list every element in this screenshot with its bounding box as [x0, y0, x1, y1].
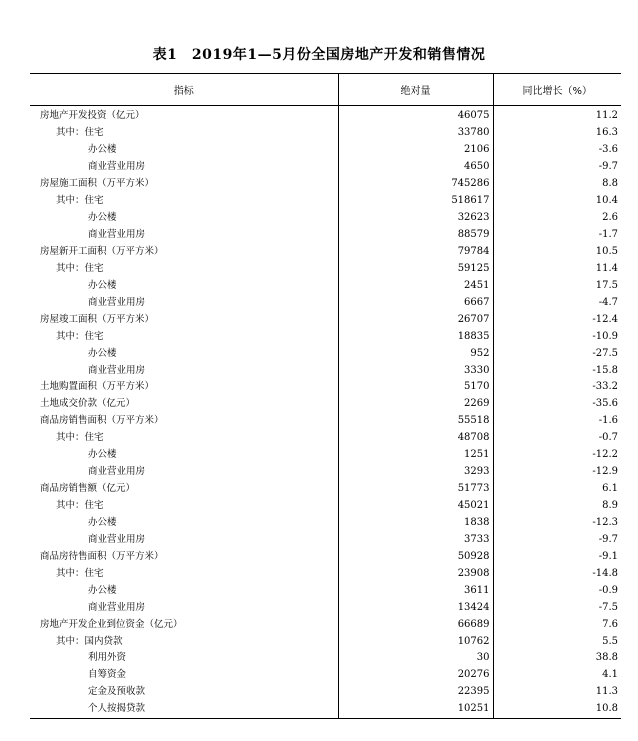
table-row	[30, 548, 621, 565]
row-absolute-value: 10762	[338, 633, 493, 650]
row-absolute-value: 18835	[338, 328, 493, 345]
table-row	[30, 176, 621, 193]
row-label: 商业营业用房	[88, 601, 146, 613]
table-row	[30, 142, 621, 159]
row-label: 自筹资金	[88, 669, 127, 681]
row-growth-value: 11.4	[493, 260, 621, 277]
row-growth-value: 16.3	[493, 125, 621, 142]
row-absolute-value: 51773	[338, 481, 493, 498]
row-absolute-value: 4650	[338, 159, 493, 176]
table-row	[30, 362, 621, 379]
table-row	[30, 106, 621, 125]
row-absolute-value: 1838	[338, 515, 493, 532]
row-label: 商业营业用房	[88, 364, 146, 376]
row-label: 土地成交价款（亿元）	[40, 398, 136, 410]
row-growth-value: -3.6	[493, 142, 621, 159]
row-label: 办公楼	[88, 584, 117, 596]
table-row	[30, 125, 621, 142]
table-row	[30, 328, 621, 345]
table-body	[30, 106, 621, 719]
row-absolute-value: 30	[338, 650, 493, 667]
row-absolute-value: 1251	[338, 447, 493, 464]
row-label: 土地购置面积（万平方米）	[40, 381, 155, 393]
row-growth-value: 7.6	[493, 616, 621, 633]
row-growth-value: 10.5	[493, 244, 621, 261]
row-growth-value: -0.9	[493, 582, 621, 599]
row-absolute-value: 745286	[338, 176, 493, 193]
table-row	[30, 599, 621, 616]
row-growth-value: 4.1	[493, 667, 621, 684]
row-label: 房地产开发企业到位资金（亿元）	[40, 618, 183, 630]
row-label: 商业营业用房	[88, 466, 146, 478]
row-absolute-value: 32623	[338, 210, 493, 227]
table-row	[30, 633, 621, 650]
table-row	[30, 515, 621, 532]
row-label: 房地产开发投资（亿元）	[40, 110, 145, 122]
row-growth-value: 11.2	[493, 106, 621, 125]
row-label: 房屋竣工面积（万平方米）	[40, 313, 155, 325]
row-absolute-value: 3733	[338, 531, 493, 548]
table-row	[30, 616, 621, 633]
table-header-row	[30, 74, 621, 106]
row-growth-value: 10.4	[493, 193, 621, 210]
table-row	[30, 244, 621, 261]
table-row	[30, 701, 621, 718]
row-label: 其中：住宅	[56, 567, 104, 579]
row-absolute-value: 10251	[338, 701, 493, 718]
table-row	[30, 379, 621, 396]
row-label: 办公楼	[88, 144, 117, 156]
table-row	[30, 311, 621, 328]
header-indicator: 指标	[30, 74, 338, 106]
row-growth-value: -27.5	[493, 345, 621, 362]
row-absolute-value: 518617	[338, 193, 493, 210]
row-growth-value: -9.7	[493, 531, 621, 548]
table-row	[30, 260, 621, 277]
table-row	[30, 227, 621, 244]
row-label: 其中：住宅	[56, 195, 104, 207]
row-absolute-value: 2269	[338, 396, 493, 413]
table-title: 表1 2019年1—5月份全国房地产开发和销售情况	[152, 47, 486, 63]
row-label: 办公楼	[88, 279, 117, 291]
row-absolute-value: 88579	[338, 227, 493, 244]
row-growth-value: -12.4	[493, 311, 621, 328]
row-absolute-value: 6667	[338, 294, 493, 311]
row-label: 商品房待售面积（万平方米）	[40, 550, 164, 562]
row-absolute-value: 22395	[338, 684, 493, 701]
row-label: 其中：住宅	[56, 500, 104, 512]
row-label: 商品房销售额（亿元）	[40, 483, 136, 495]
table-row	[30, 498, 621, 515]
row-absolute-value: 33780	[338, 125, 493, 142]
row-absolute-value: 3611	[338, 582, 493, 599]
row-label: 商品房销售面积（万平方米）	[40, 415, 164, 427]
row-absolute-value: 2451	[338, 277, 493, 294]
header-growth: 同比增长（%）	[493, 74, 621, 106]
row-label: 办公楼	[88, 516, 117, 528]
row-absolute-value: 952	[338, 345, 493, 362]
row-growth-value: -33.2	[493, 379, 621, 396]
row-growth-value: 38.8	[493, 650, 621, 667]
row-label: 办公楼	[88, 212, 117, 224]
row-growth-value: -14.8	[493, 565, 621, 582]
row-absolute-value: 46075	[338, 106, 493, 125]
table-row	[30, 210, 621, 227]
row-absolute-value: 13424	[338, 599, 493, 616]
row-absolute-value: 3330	[338, 362, 493, 379]
row-label: 办公楼	[88, 449, 117, 461]
row-absolute-value: 55518	[338, 413, 493, 430]
row-growth-value: -0.7	[493, 430, 621, 447]
row-growth-value: -1.7	[493, 227, 621, 244]
row-growth-value: -15.8	[493, 362, 621, 379]
table-row	[30, 481, 621, 498]
row-label: 其中：国内贷款	[56, 635, 123, 647]
row-label: 商业营业用房	[88, 229, 146, 241]
row-growth-value: -1.6	[493, 413, 621, 430]
row-absolute-value: 26707	[338, 311, 493, 328]
table-row	[30, 345, 621, 362]
row-growth-value: 11.3	[493, 684, 621, 701]
row-growth-value: -10.9	[493, 328, 621, 345]
table-row	[30, 667, 621, 684]
row-label: 个人按揭贷款	[30, 701, 338, 718]
row-label: 其中：住宅	[56, 432, 104, 444]
row-label: 其中：住宅	[56, 262, 104, 274]
row-growth-value: 2.6	[493, 210, 621, 227]
table-row	[30, 684, 621, 701]
row-absolute-value: 5170	[338, 379, 493, 396]
table-row	[30, 447, 621, 464]
row-absolute-value: 20276	[338, 667, 493, 684]
table-row	[30, 464, 621, 481]
row-label: 其中：住宅	[56, 330, 104, 342]
row-growth-value: 5.5	[493, 633, 621, 650]
data-table	[30, 73, 621, 719]
row-label: 商业营业用房	[88, 533, 146, 545]
table-row	[30, 565, 621, 582]
row-absolute-value: 48708	[338, 430, 493, 447]
row-absolute-value: 59125	[338, 260, 493, 277]
row-label: 商业营业用房	[88, 161, 146, 173]
row-growth-value: -12.3	[493, 515, 621, 532]
row-growth-value: -7.5	[493, 599, 621, 616]
header-absolute: 绝对量	[338, 74, 493, 106]
row-label: 办公楼	[88, 347, 117, 359]
row-absolute-value: 45021	[338, 498, 493, 515]
row-absolute-value: 66689	[338, 616, 493, 633]
row-label: 房屋新开工面积（万平方米）	[40, 245, 164, 257]
table-row	[30, 396, 621, 413]
row-growth-value: 8.8	[493, 176, 621, 193]
row-absolute-value: 3293	[338, 464, 493, 481]
row-growth-value: -12.2	[493, 447, 621, 464]
row-growth-value: -9.7	[493, 159, 621, 176]
row-growth-value: -35.6	[493, 396, 621, 413]
row-growth-value: -9.1	[493, 548, 621, 565]
row-growth-value: 17.5	[493, 277, 621, 294]
table-row	[30, 277, 621, 294]
table-row	[30, 531, 621, 548]
table-row	[30, 159, 621, 176]
row-growth-value: 8.9	[493, 498, 621, 515]
row-growth-value: 10.8	[493, 701, 621, 718]
row-growth-value: -12.9	[493, 464, 621, 481]
row-label: 利用外资	[88, 652, 127, 664]
table-row	[30, 193, 621, 210]
table-row	[30, 294, 621, 311]
row-absolute-value: 2106	[338, 142, 493, 159]
row-label: 定金及预收款	[88, 686, 146, 698]
table-row	[30, 430, 621, 447]
row-growth-value: -4.7	[493, 294, 621, 311]
row-label: 其中：住宅	[56, 127, 104, 139]
table-row	[30, 582, 621, 599]
row-absolute-value: 79784	[338, 244, 493, 261]
row-absolute-value: 50928	[338, 548, 493, 565]
table-row	[30, 413, 621, 430]
row-label: 房屋施工面积（万平方米）	[40, 178, 155, 190]
row-absolute-value: 23908	[338, 565, 493, 582]
row-growth-value: 6.1	[493, 481, 621, 498]
table-row	[30, 650, 621, 667]
row-label: 商业营业用房	[88, 296, 146, 308]
